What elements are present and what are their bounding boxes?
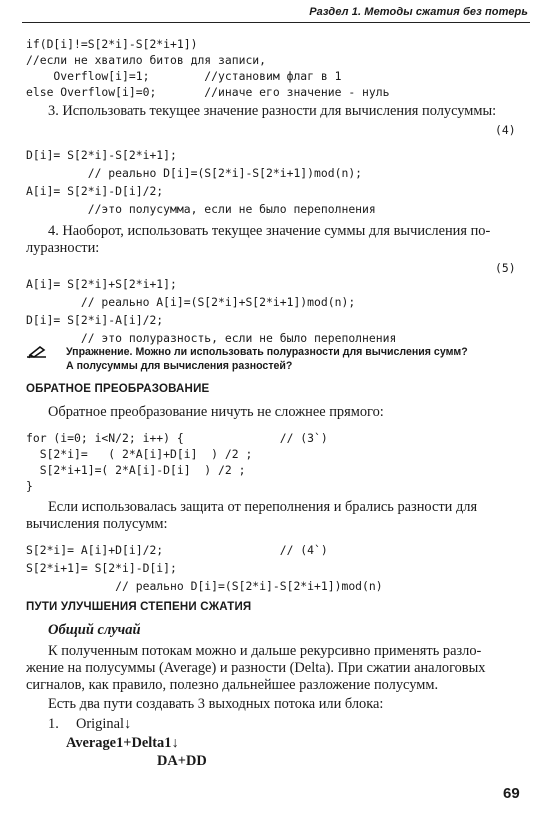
code-line: //это полусумма, если не было переполнения	[26, 202, 376, 216]
code-line: S[2*i]= A[i]+D[i]/2; // (4`)	[26, 543, 328, 557]
code-line: S[2*i]= ( 2*A[i]+D[i] ) /2 ;	[26, 447, 253, 461]
page-number: 69	[503, 785, 520, 802]
code-line: // реально A[i]=(S[2*i]+S[2*i+1])mod(n);	[26, 295, 356, 309]
paragraph: Если использовалась защита от переполнения и брались разности для	[48, 499, 478, 515]
list-item-average-delta: Average1+Delta1	[66, 735, 172, 751]
code-line: else Overflow[i]=0; //иначе его значение - нуль	[26, 85, 390, 99]
list-item-4: 4. Наоборот, использовать текущее значение суммы для вычисления по-	[48, 223, 491, 239]
equation-number: (4)	[495, 123, 516, 137]
code-line: Overflow[i]=1; //установим флаг в 1	[26, 69, 342, 83]
running-header: Раздел 1. Методы сжатия без потерь	[309, 6, 528, 18]
list-item-original: Original	[76, 716, 124, 732]
down-arrow-icon: ↓	[123, 716, 132, 732]
exercise-text: Можно ли использовать полуразности для вычисления сумм?	[132, 346, 468, 358]
list-item-4-cont: луразности:	[26, 240, 100, 256]
paragraph: Обратное преобразование ничуть не сложнее прямого:	[48, 404, 384, 420]
list-item-da-dd: DA+DD	[157, 753, 207, 769]
section-heading: ПУТИ УЛУЧШЕНИЯ СТЕПЕНИ СЖАТИЯ	[26, 601, 252, 613]
code-line: if(D[i]!=S[2*i]-S[2*i+1])	[26, 37, 198, 51]
paragraph-cont: сигналов, как правило, полезно дальнейшее разложение полусумм.	[26, 677, 439, 693]
paragraph-cont: вычисления полусумм:	[26, 516, 168, 532]
exercise-label: Упражнение.	[66, 346, 133, 358]
paragraph: К полученным потокам можно и дальше рекурсивно применять разло-	[48, 643, 482, 659]
code-line: S[2*i+1]=( 2*A[i]-D[i] ) /2 ;	[26, 463, 246, 477]
code-line: //если не хватило битов для записи,	[26, 53, 267, 67]
header-rule	[22, 22, 530, 23]
code-line: // реально D[i]=(S[2*i]-S[2*i+1])mod(n);	[26, 166, 363, 180]
list-line-2	[66, 735, 179, 752]
code-line: D[i]= S[2*i]-A[i]/2;	[26, 313, 164, 327]
section-heading: ОБРАТНОЕ ПРЕОБРАЗОВАНИЕ	[26, 383, 210, 395]
list-item-3: 3. Использовать текущее значение разности для вычисления полусуммы:	[48, 103, 497, 119]
paragraph: Есть два пути создавать 3 выходных потока или блока:	[48, 696, 384, 712]
code-line: for (i=0; i<N/2; i++) { // (3`)	[26, 431, 328, 445]
list-line-1	[76, 716, 131, 733]
code-line: // это полуразность, если не было переполнения	[26, 331, 397, 345]
code-line: }	[26, 479, 33, 493]
code-line: A[i]= S[2*i]+S[2*i+1];	[26, 277, 177, 291]
list-number: 1.	[48, 716, 59, 732]
code-line: // реально D[i]=(S[2*i]-S[2*i+1])mod(n)	[26, 579, 383, 593]
down-arrow-icon: ↓	[171, 735, 179, 751]
equation-number: (5)	[495, 261, 516, 275]
code-line: D[i]= S[2*i]-S[2*i+1];	[26, 148, 177, 162]
code-line: A[i]= S[2*i]-D[i]/2;	[26, 184, 164, 198]
exercise-line-1	[66, 346, 468, 359]
exercise-line-2: А полусуммы для вычисления разностей?	[66, 360, 293, 372]
code-line: S[2*i+1]= S[2*i]-D[i];	[26, 561, 177, 575]
pencil-note-icon	[26, 345, 48, 359]
subsection-heading: Общий случай	[48, 622, 141, 638]
paragraph-cont: жение на полусуммы (Average) и разности (Delta). При сжатии аналоговых	[26, 660, 486, 676]
